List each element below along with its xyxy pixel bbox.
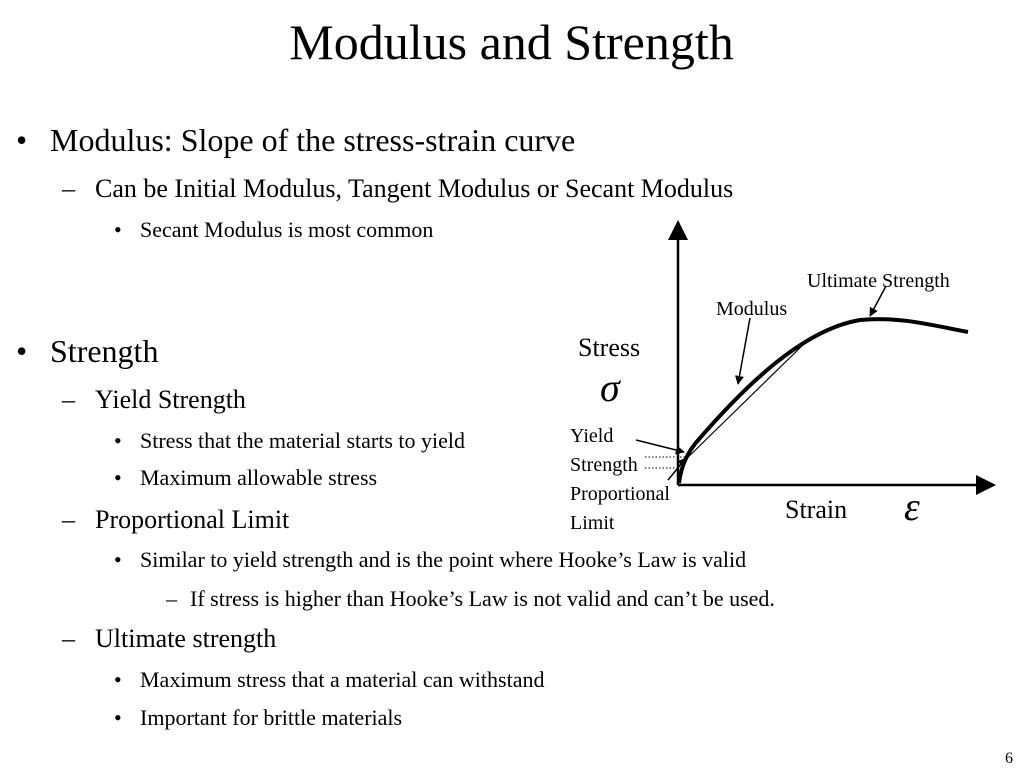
bullet-modulus-types: Can be Initial Modulus, Tangent Modulus or Secant Modulus [95, 174, 734, 203]
page-number: 6 [1005, 750, 1013, 767]
bullet-proportional-limit: Proportional Limit [95, 505, 290, 534]
bullet-ult-desc-1: Maximum stress that a material can withstand [140, 667, 545, 692]
bullet-prop-desc-1: Similar to yield strength and is the point where Hooke’s Law is valid [140, 547, 747, 572]
bullet-prop-desc-2: If stress is higher than Hooke’s Law is not valid and can’t be used. [190, 586, 775, 611]
bullet-marker: • [114, 428, 122, 453]
bullet-ult-desc-2: Important for brittle materials [140, 705, 403, 730]
dash-marker: – [62, 505, 75, 534]
bullet-modulus: Modulus: Slope of the stress-strain curve [50, 122, 576, 158]
bullet-marker: • [114, 465, 122, 490]
slide-title: Modulus and Strength [289, 14, 734, 70]
bullet-marker: • [114, 547, 122, 572]
dash-marker: – [62, 624, 75, 653]
bullet-marker: • [16, 122, 28, 158]
bullet-marker: • [16, 333, 28, 369]
dash-marker: – [62, 385, 75, 414]
bullet-marker: • [114, 217, 122, 242]
proportional-limit-label: Proportional [570, 483, 670, 505]
epsilon-symbol: ε [904, 484, 920, 529]
ultimate-strength-label: Ultimate Strength [807, 270, 950, 292]
modulus-arrow [738, 318, 750, 384]
bullet-yield-desc-2: Maximum allowable stress [140, 465, 378, 490]
bullet-ultimate-strength: Ultimate strength [95, 624, 277, 653]
bullet-marker: • [114, 667, 122, 692]
yield-strength-label: Strength [570, 454, 638, 476]
proportional-limit-label: Limit [570, 512, 615, 534]
modulus-line [679, 340, 808, 466]
yield-strength-label: Yield [570, 425, 614, 447]
strain-axis-label: Strain [785, 495, 848, 524]
bullet-secant-common: Secant Modulus is most common [140, 217, 434, 242]
bullet-yield-desc-1: Stress that the material starts to yield [140, 428, 466, 453]
stress-axis-label: Stress [578, 333, 641, 362]
dash-marker: – [62, 174, 75, 203]
dash-marker: – [166, 586, 177, 611]
bullet-marker: • [114, 705, 122, 730]
bullet-yield-strength: Yield Strength [95, 385, 246, 414]
modulus-label: Modulus [716, 298, 788, 320]
stress-strain-curve [679, 319, 968, 483]
bullet-strength: Strength [50, 333, 159, 369]
sigma-symbol: σ [600, 365, 620, 410]
